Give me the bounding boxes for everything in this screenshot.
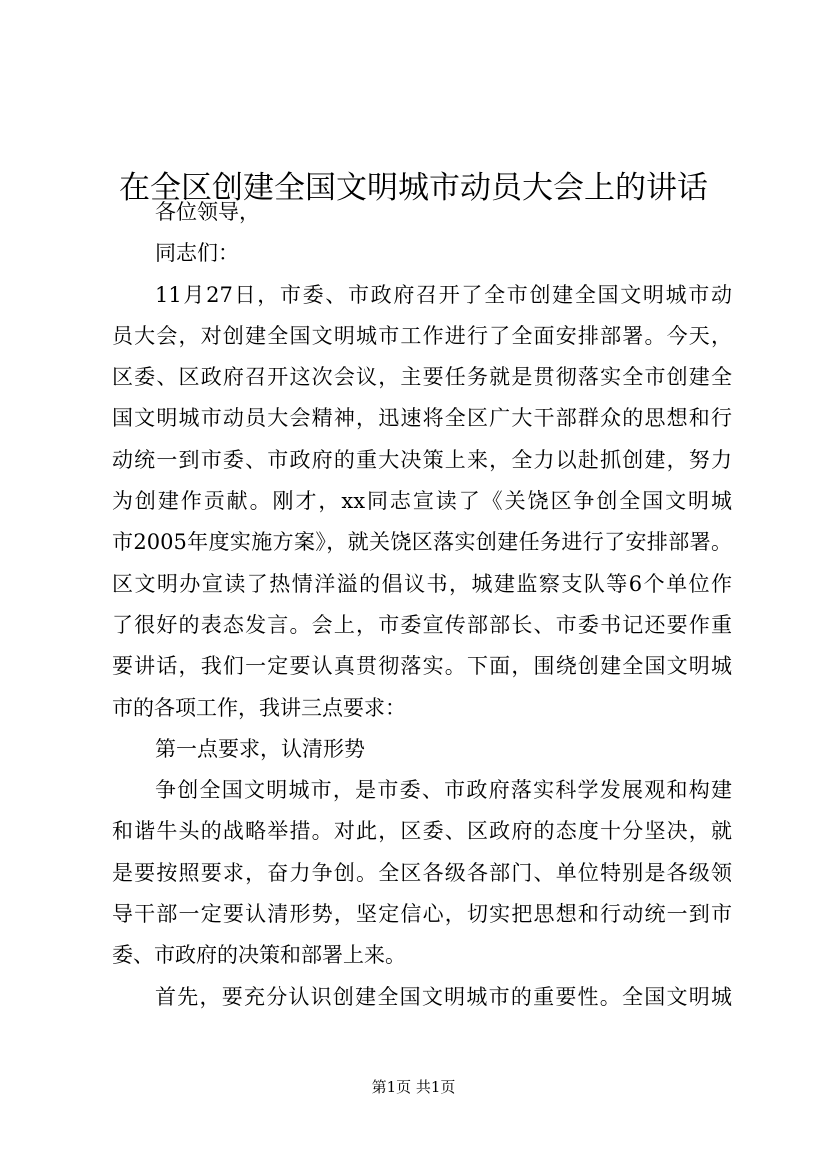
paragraph-line: 11月27日，市委、市政府召开了全市创建全国文明城市动: [155, 282, 732, 307]
paragraph-line: 和谐牛头的战略举措。对此，区委、区政府的态度十分坚决，就: [112, 819, 732, 844]
paragraph-line: 动统一到市委、市政府的重大决策上来，全力以赴抓创建，努力: [112, 447, 732, 472]
section-heading: 第一点要求，认清形势: [155, 736, 365, 761]
document-title: 在全区创建全国文明城市动员大会上的讲话: [119, 169, 708, 206]
paragraph-line: 区委、区政府召开这次会议，主要任务就是贯彻落实全市创建全: [112, 365, 732, 390]
paragraph-line: 市的各项工作，我讲三点要求：: [112, 695, 406, 720]
document-body: [112, 192, 732, 1018]
paragraph-line: 委、市政府的决策和部署上来。: [112, 943, 406, 968]
paragraph-line: 了很好的表态发言。会上，市委宣传部部长、市委书记还要作重: [112, 612, 732, 637]
salutation-line: 各位领导，: [155, 200, 260, 224]
paragraph-line: 员大会，对创建全国文明城市工作进行了全面安排部署。今天，: [112, 323, 732, 348]
paragraph-line: 导干部一定要认清形势，坚定信心，切实把思想和行动统一到市: [112, 902, 732, 927]
paragraph-line: 为创建作贡献。刚才，xx同志宣读了《关饶区争创全国文明城: [112, 489, 732, 514]
paragraph-line: 是要按照要求，奋力争创。全区各级各部门、单位特别是各级领: [112, 860, 732, 885]
paragraph-line: 首先，要充分认识创建全国文明城市的重要性。全国文明城: [155, 984, 732, 1009]
page-footer: 第1页 共1页: [371, 1078, 456, 1096]
paragraph-line: 市2005年度实施方案》，就关饶区落实创建任务进行了安排部署。: [112, 530, 732, 555]
paragraph-line: 国文明城市动员大会精神，迅速将全区广大干部群众的思想和行: [112, 406, 732, 431]
paragraph-line: 要讲话，我们一定要认真贯彻落实。下面，围绕创建全国文明城: [112, 654, 732, 679]
salutation-line: 同志们：: [155, 241, 239, 266]
paragraph-line: 区文明办宣读了热情洋溢的倡议书，城建监察支队等6个单位作: [112, 571, 732, 596]
paragraph-line: 争创全国文明城市，是市委、市政府落实科学发展观和构建: [155, 778, 732, 803]
